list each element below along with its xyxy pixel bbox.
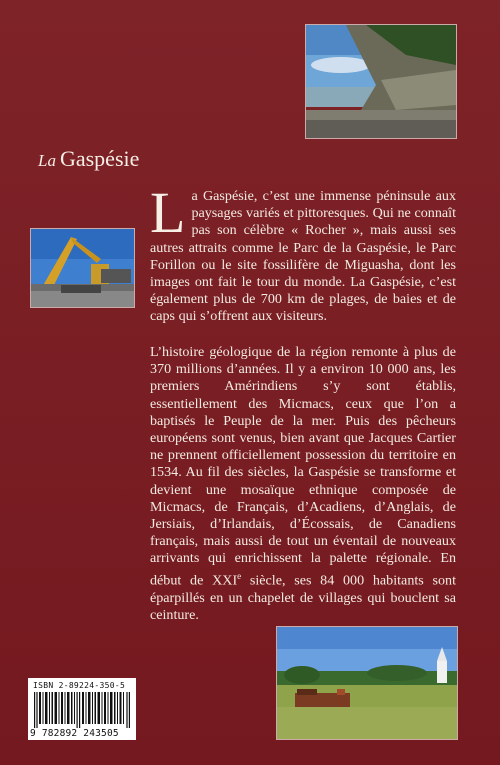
superscript-e: e: [237, 570, 242, 581]
drop-cap: L: [150, 180, 186, 245]
photo-industrial-crane: [30, 228, 135, 308]
paragraph-history-text: L’histoire géologique de la région remonte à plus de 370 millions d’années. Il y a environ 10 000 ans, les premiers Amérindiens s’y sont établis, essentiellement des Micmacs, ceux que l’on a baptisés le Peuple de la mer. Puis des pêcheurs européens sont venus, bien avant que Jacques Cartier ne prennent officiellement possession du territoire en 1534. Au fil des siècles, la Gaspésie se transforme et devient une mosaïque ethnique composée de Micmacs, de Français, d’Acadiens, d’Anglais, de Jersiais, d’Irlandais, d’Écossais, de Canadiens français, mais aussi de tout un éventail de nouveaux arrivants qui enrichissent la palette régionale. En: [150, 344, 456, 567]
photo-village-field: [276, 626, 458, 740]
village-field-image: [277, 627, 457, 739]
paragraph-history-tail-b: siècle, ses 84 000 habitants sont éparpillés en un chapelet de villages qui bouclent sa ceinture.: [150, 572, 456, 623]
isbn-label: ISBN 2-89224-350-5: [33, 681, 126, 690]
paragraph-history-tail-a: début de XXI: [150, 572, 238, 589]
photo-coastal-cliff: [305, 24, 457, 139]
title-article: La: [38, 151, 56, 170]
paragraph-history: [150, 344, 456, 624]
isbn-barcode: [28, 678, 136, 740]
book-title: [38, 146, 139, 172]
paragraph-intro-text: a Gaspésie, c’est une immense péninsule aux paysages variés et pittoresques. Qui ne connaît pas son célèbre « Rocher », mais aussi ses autres attraits comme le Parc de la Gaspésie, le Parc Forillon ou le site fossilifère de Miguasha, dont les images ont fait le tour du monde. La Gaspésie, c’est également plus de 700 km de plages, de baies et de caps qui s’offrent aux visiteurs.: [150, 188, 456, 325]
barcode-digits: 9 782892 243505: [30, 728, 119, 739]
paragraph-intro: [150, 180, 456, 326]
industrial-crane-image: [31, 229, 134, 307]
barcode-icon: [34, 692, 130, 728]
title-name: Gaspésie: [59, 146, 140, 171]
coastal-cliff-image: [306, 25, 456, 138]
